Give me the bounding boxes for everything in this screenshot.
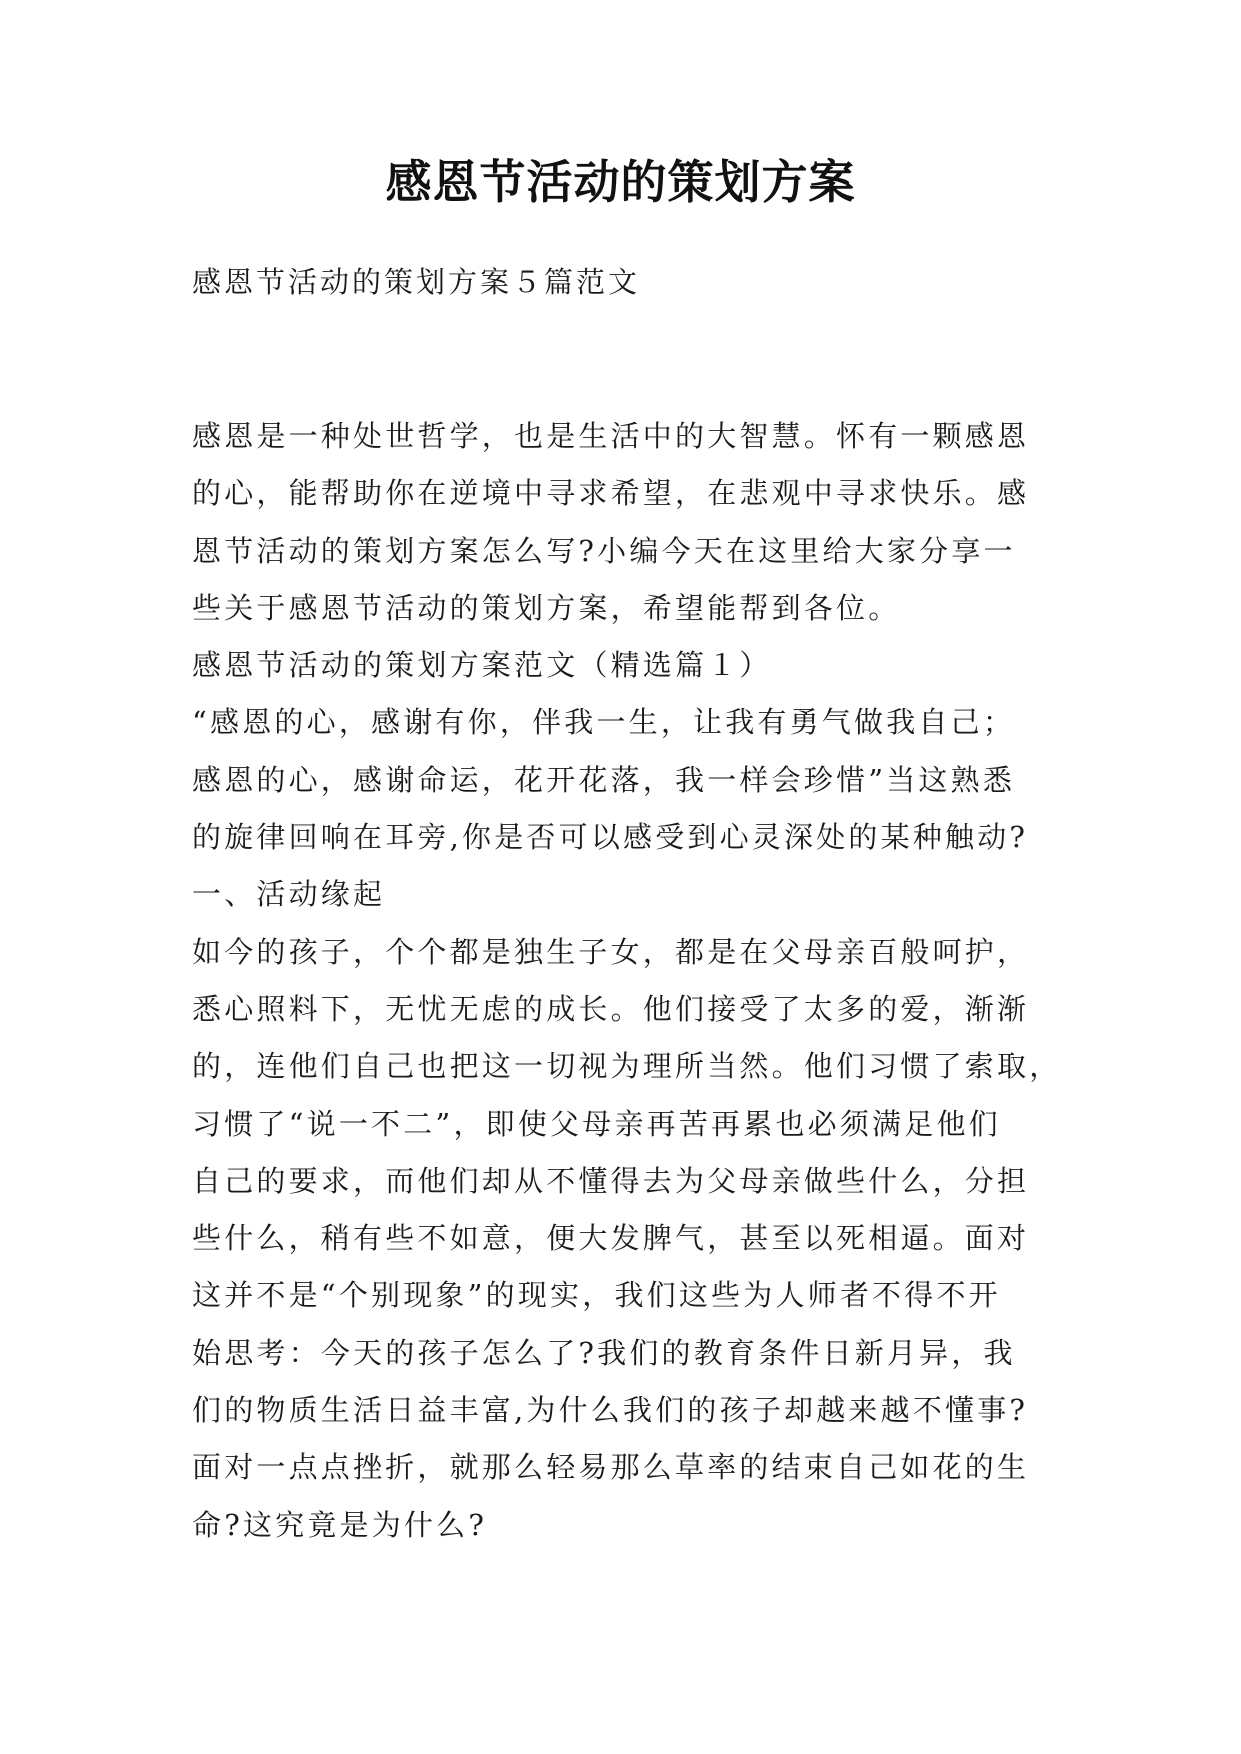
body-line: 如今的孩子，个个都是独生子女，都是在父母亲百般呵护， [192, 934, 1030, 969]
body-line: “感恩的心，感谢有你，伴我一生，让我有勇气做我自己； [192, 705, 1016, 740]
body-line: 这并不是“个别现象”的现实，我们这些为人师者不得不开 [192, 1278, 1001, 1313]
document-subtitle: 感恩节活动的策划方案５篇范文 [192, 265, 641, 299]
section-heading: 感恩节活动的策划方案范文（精选篇１） [192, 648, 772, 683]
document-body [192, 408, 1062, 1554]
body-line: 感恩的心，感谢命运，花开花落，我一样会珍惜”当这熟悉 [192, 762, 1016, 797]
body-line: 们的物质生活日益丰富,为什么我们的孩子却越来越不懂事? [192, 1393, 1029, 1428]
body-line: 自己的要求，而他们却从不懂得去为父母亲做些什么，分担 [192, 1163, 1030, 1198]
body-line: 些关于感恩节活动的策划方案，希望能帮到各位。 [192, 590, 901, 625]
body-line: 始思考：今天的孩子怎么了?我们的教育条件日新月异，我 [192, 1335, 1016, 1370]
body-line: 恩节活动的策划方案怎么写?小编今天在这里给大家分享一 [192, 533, 1016, 568]
body-line: 的心，能帮助你在逆境中寻求希望，在悲观中寻求快乐。感 [192, 476, 1030, 511]
body-line: 的旋律回响在耳旁,你是否可以感受到心灵深处的某种触动? [192, 820, 1029, 855]
body-line: 悉心照料下，无忧无虑的成长。他们接受了太多的爱，渐渐 [192, 991, 1030, 1026]
body-line: 命?这究竟是为什么? [192, 1507, 488, 1542]
body-line: 感恩是一种处世哲学，也是生活中的大智慧。怀有一颗感恩 [192, 419, 1030, 453]
body-line: 的，连他们自己也把这一切视为理所当然。他们习惯了索取， [192, 1049, 1062, 1084]
section-heading: 一、活动缘起 [192, 877, 386, 912]
body-line: 面对一点点挫折，就那么轻易那么草率的结束自己如花的生 [192, 1450, 1030, 1485]
body-line: 习惯了“说一不二”，即使父母亲再苦再累也必须满足他们 [192, 1106, 1001, 1141]
document-title: 感恩节活动的策划方案 [385, 155, 856, 209]
body-line: 些什么，稍有些不如意，便大发脾气，甚至以死相逼。面对 [192, 1221, 1030, 1256]
